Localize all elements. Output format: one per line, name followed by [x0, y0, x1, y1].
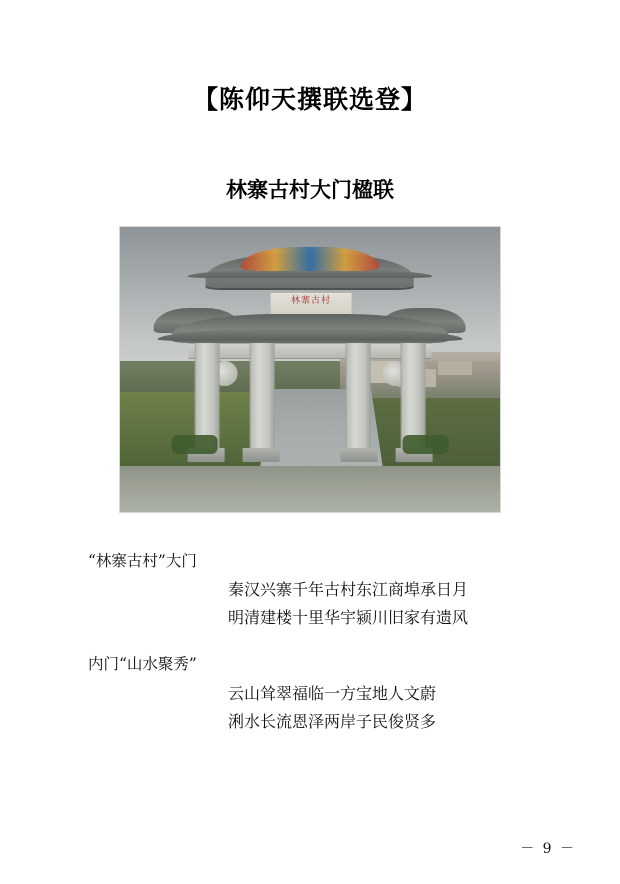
photo-container — [0, 226, 620, 513]
gate-plaque-text: 林寨古村 — [290, 295, 331, 306]
page-number: － 9 － — [520, 841, 576, 857]
gate-pillar-2 — [249, 343, 274, 458]
couplet-line-2-2: 浰水长流恩泽两岸子民俊贤多 — [228, 711, 437, 731]
page-title: 林寨古村大门楹联 — [226, 177, 394, 202]
gate-pillar-3 — [346, 343, 371, 458]
couplet-lead-2: 内门“山水聚秀” — [88, 655, 197, 674]
couplet-line-1-1: 秦汉兴寨千年古村东江商埠承日月 — [228, 580, 469, 600]
couplet-blocks — [0, 547, 620, 736]
couplet-line-2-1: 云山耸翠福临一方宝地人文蔚 — [228, 683, 437, 703]
gate-base-3 — [340, 448, 378, 462]
foreground-ground — [120, 466, 500, 512]
gate-roof-middle — [171, 314, 448, 343]
hedge-right — [402, 435, 448, 453]
stone-gate-structure — [166, 253, 455, 458]
roof-ridge-ornament-icon — [241, 247, 380, 272]
section-header: 【陈仰天撰联选登】 — [192, 85, 427, 114]
couplet-line-1-2: 明清建楼十里华宇颍川旧家有遗风 — [228, 608, 469, 628]
village-gate-photo — [119, 226, 501, 513]
couplet-lead-1: “林寨古村”大门 — [88, 552, 197, 570]
gate-base-2 — [242, 448, 280, 462]
block-spacer — [88, 632, 620, 650]
hedge-left — [171, 435, 217, 453]
gate-cross-beam — [189, 343, 432, 359]
document-page — [0, 80, 620, 884]
